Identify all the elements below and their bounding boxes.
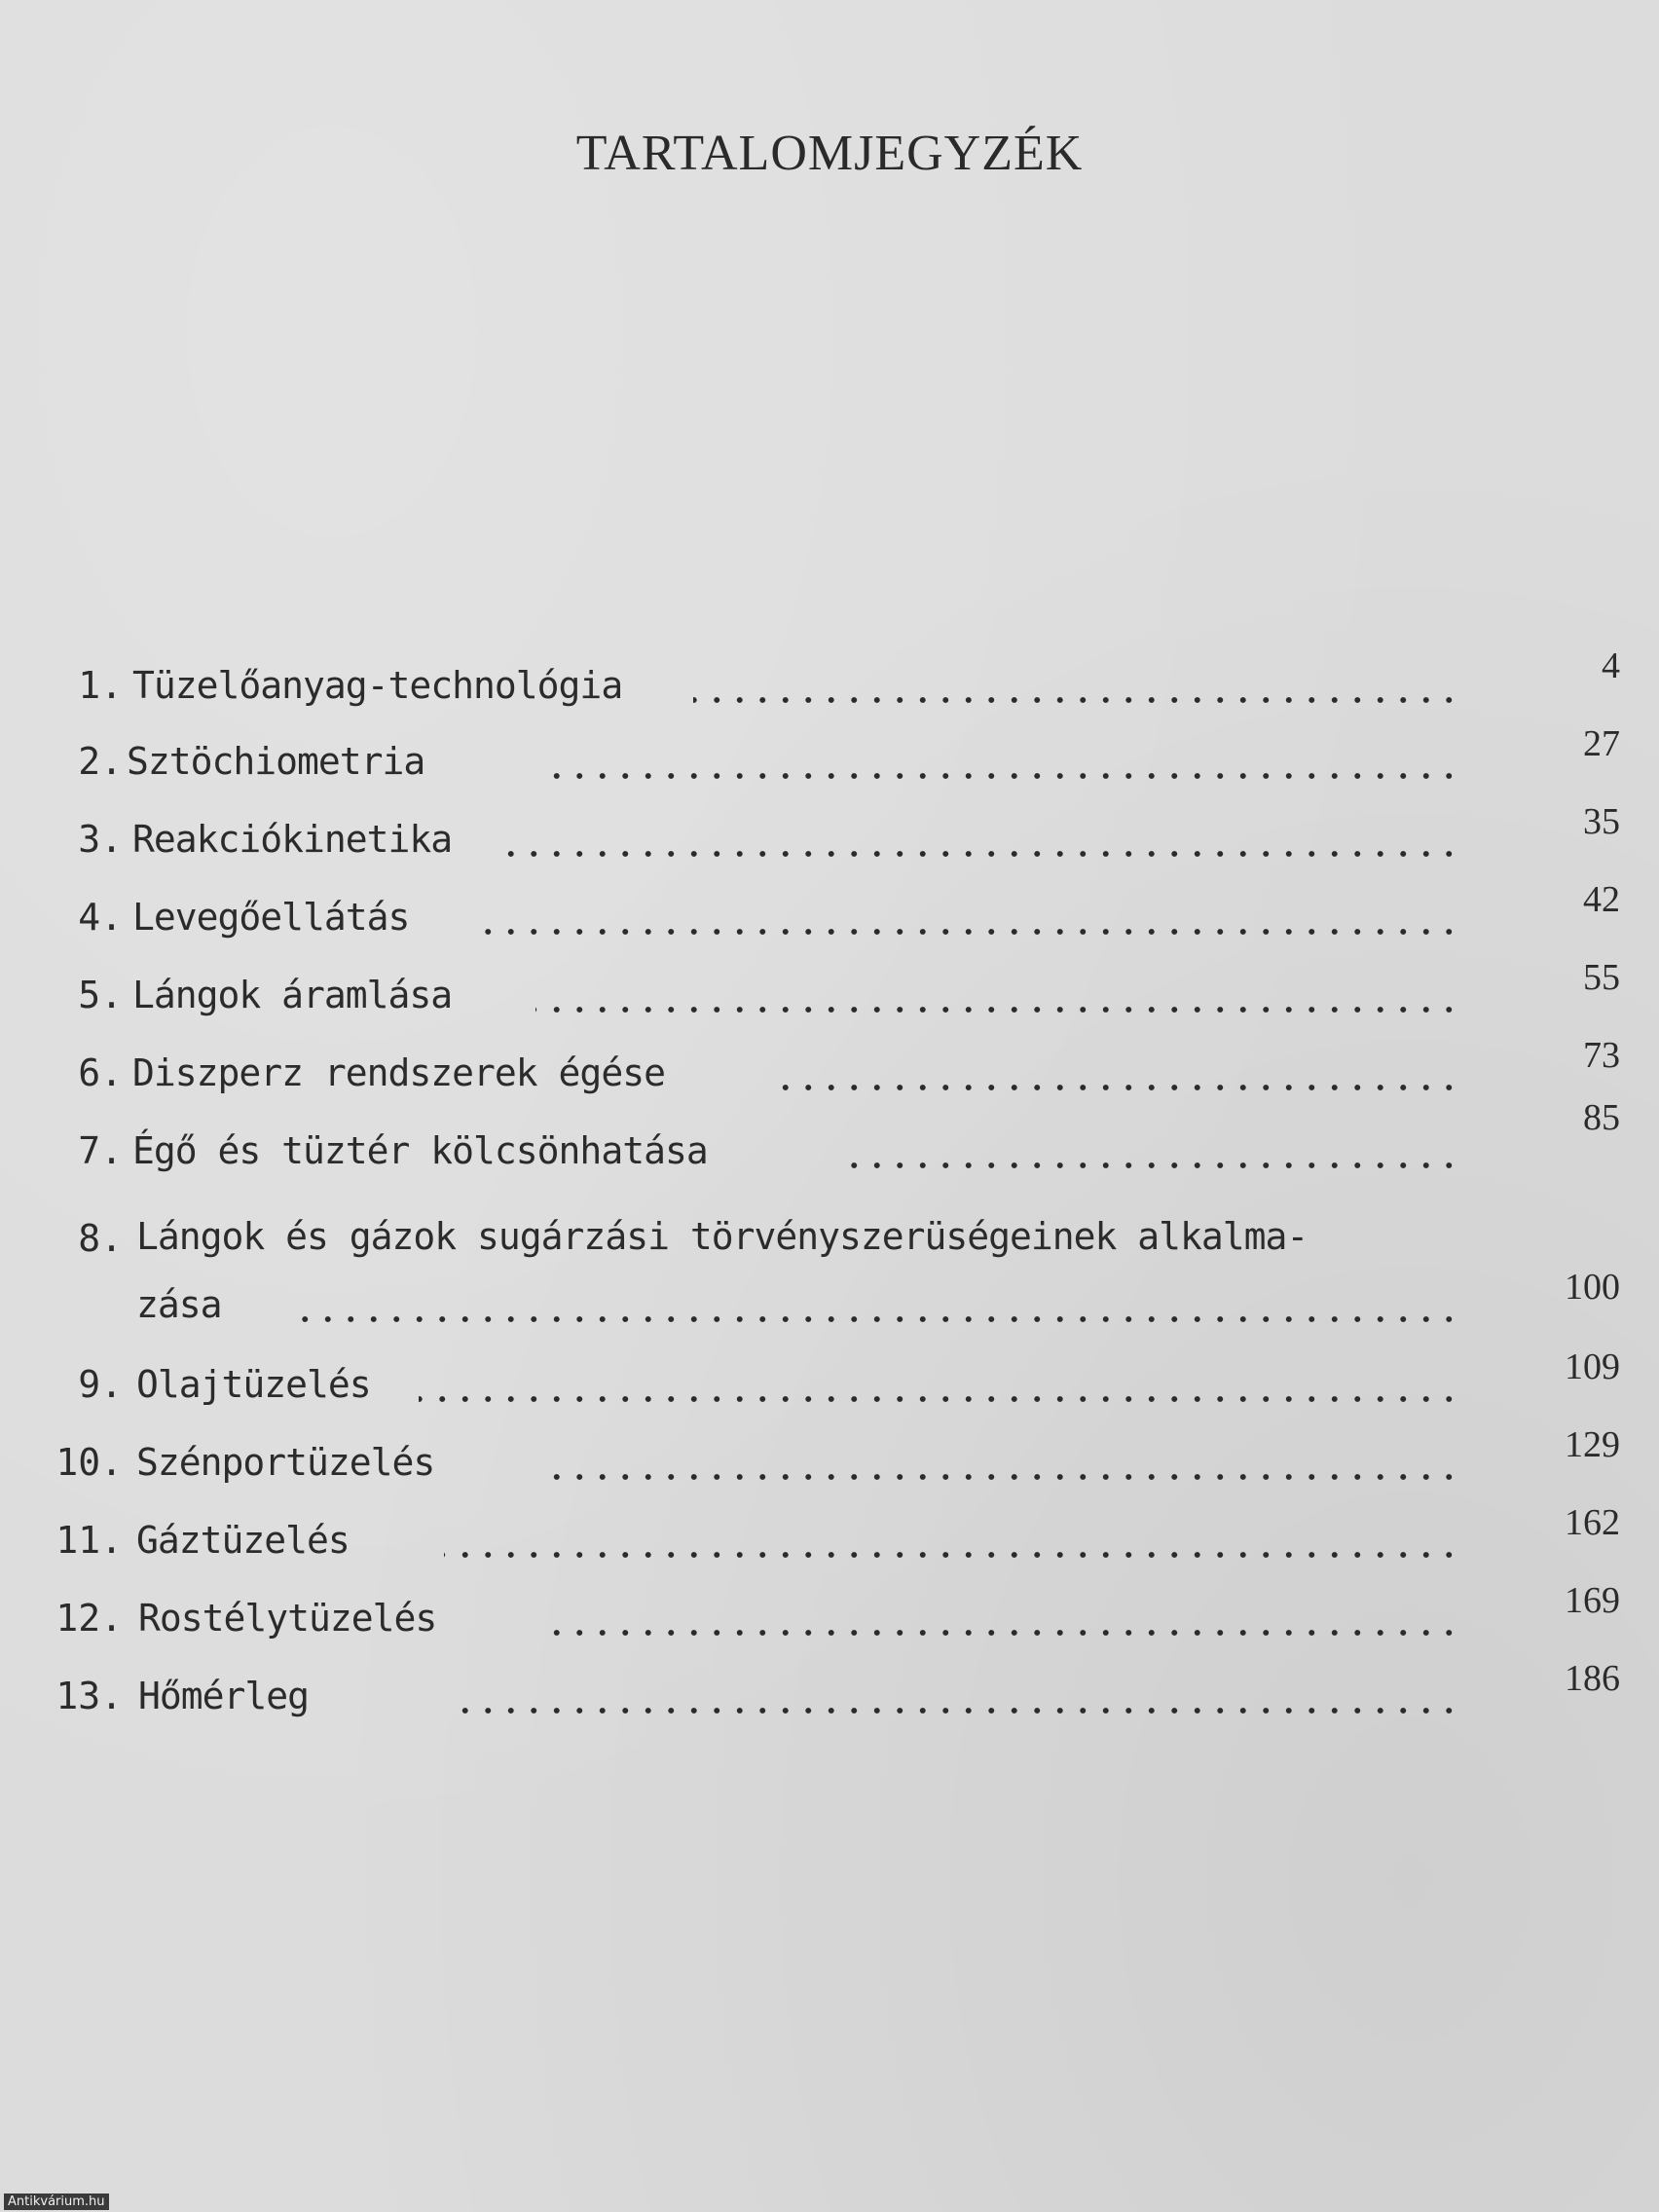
toc-entry-page: 73 — [1583, 1035, 1620, 1076]
toc-entry — [0, 1658, 1659, 1723]
dot-leader — [535, 1007, 1460, 1013]
toc-entry-title-line: Lángok és gázok sugárzási törvényszerüségeinek alkalma- — [136, 1215, 1309, 1258]
toc-entry — [0, 1346, 1659, 1412]
page-title: TARTALOMJEGYZÉK — [575, 126, 1084, 181]
toc-entry — [0, 1580, 1659, 1645]
toc-entry-number: 13. — [55, 1675, 123, 1717]
toc-entry-page: 27 — [1583, 723, 1620, 764]
toc-entry — [0, 957, 1659, 1022]
toc-entry-title: Égő és tüztér kölcsönhatása — [132, 1129, 708, 1172]
dot-leader — [779, 1085, 1460, 1090]
toc-entry — [0, 1097, 1659, 1178]
toc-entry-page: 55 — [1583, 957, 1620, 998]
toc-entry-page: 169 — [1565, 1580, 1620, 1621]
watermark: Antikvárium.hu — [4, 2194, 109, 2210]
dot-leader — [292, 1316, 1460, 1322]
toc-entry-title: zása — [136, 1283, 222, 1326]
toc-entry-page: 129 — [1565, 1424, 1620, 1465]
toc-entry-title: Lángok áramlása — [132, 974, 453, 1016]
toc-entry-page: 162 — [1565, 1502, 1620, 1543]
toc-entry-title: Tüzelőanyag-technológia — [132, 664, 623, 707]
toc-entry-page: 4 — [1602, 645, 1620, 686]
toc-entry-title: Hőmérleg — [138, 1675, 310, 1717]
toc-entry-title: Levegőellátás — [132, 896, 410, 939]
toc-entry-page: 100 — [1565, 1267, 1620, 1308]
toc-entry-number: 4. — [78, 896, 123, 939]
toc-entry — [0, 1215, 1659, 1332]
toc-entry-page: 35 — [1583, 801, 1620, 842]
toc-entry-title: Reakciókinetika — [132, 818, 453, 861]
dot-leader — [419, 1396, 1460, 1402]
toc-entry-title: Rostélytüzelés — [138, 1597, 437, 1640]
toc-entry-title: Diszperz rendszerek égése — [132, 1051, 665, 1094]
dot-leader — [537, 773, 1460, 779]
dot-leader — [506, 851, 1460, 857]
toc-entry-page: 186 — [1565, 1658, 1620, 1699]
toc-entry — [0, 1035, 1659, 1100]
toc-entry-number: 12. — [55, 1597, 123, 1640]
dot-leader — [454, 1708, 1460, 1714]
toc-entry-number: 5. — [78, 974, 123, 1016]
toc-entry-page: 42 — [1583, 879, 1620, 920]
toc-entry-page: 109 — [1565, 1346, 1620, 1387]
toc-entry — [0, 723, 1659, 789]
toc-entry — [0, 645, 1659, 713]
toc-entry-number: 9. — [78, 1363, 123, 1406]
toc-entry-number: 3. — [78, 818, 123, 861]
toc-entry-number: 11. — [55, 1519, 123, 1562]
toc-entry — [0, 1424, 1659, 1490]
toc-entry-number: 7. — [78, 1129, 123, 1172]
toc-entry-title: Szénportüzelés — [136, 1441, 435, 1484]
toc-entry-number: 2. — [78, 740, 123, 783]
toc-entry-title: Gáztüzelés — [136, 1519, 350, 1562]
toc-entry-page: 85 — [1583, 1097, 1620, 1138]
dot-leader — [541, 1630, 1460, 1636]
dot-leader — [477, 929, 1460, 935]
toc-entry-number: 6. — [78, 1051, 123, 1094]
dot-leader — [693, 697, 1460, 703]
toc-entry-title: Sztöchiometria — [127, 740, 425, 783]
dot-leader — [444, 1552, 1460, 1558]
toc-entry — [0, 801, 1659, 866]
toc-entry — [0, 1502, 1659, 1567]
toc-entry — [0, 879, 1659, 944]
toc-entry-number: 10. — [55, 1441, 123, 1484]
toc-entry-number: 1. — [78, 664, 123, 707]
toc-entry-title: Olajtüzelés — [136, 1363, 371, 1406]
dot-leader — [541, 1474, 1460, 1480]
dot-leader — [843, 1162, 1460, 1168]
toc-entry-number: 8. — [78, 1217, 123, 1260]
